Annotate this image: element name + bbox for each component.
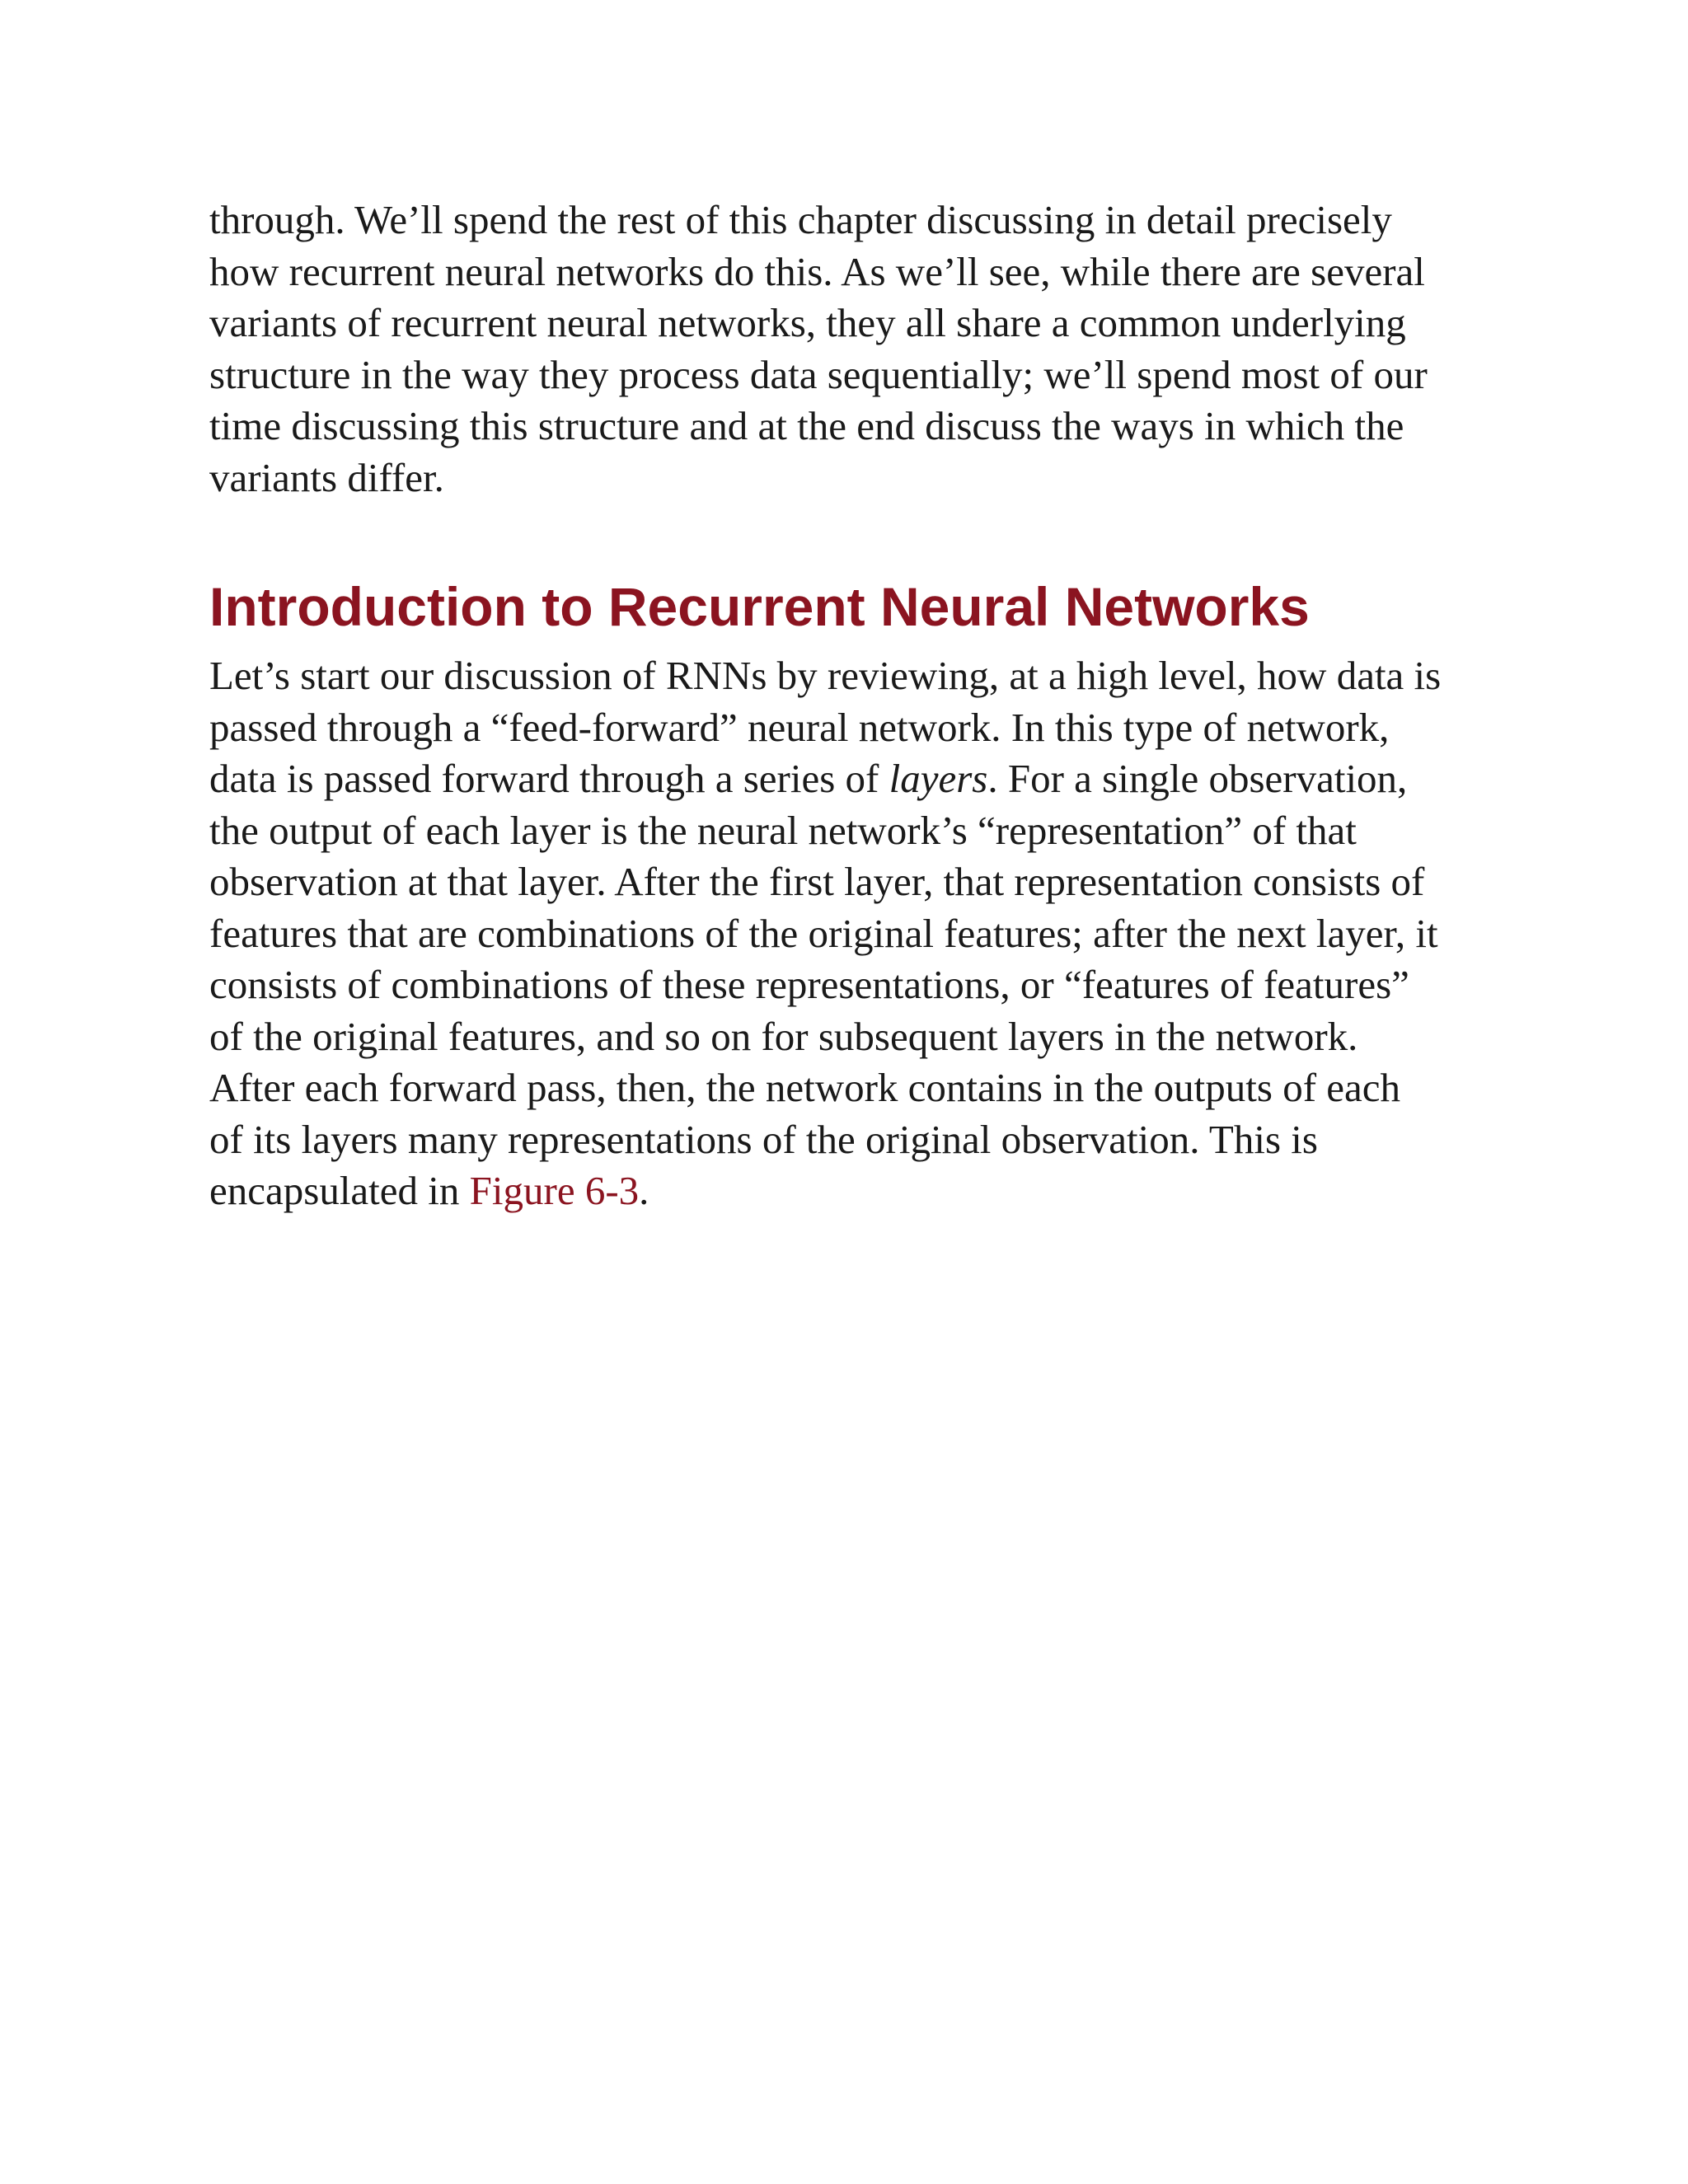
text-line: through. We’ll spend the rest of this chapter discussing in detail precisely: [209, 197, 1392, 242]
text-line: of its layers many representations of the original observation. This is: [209, 1116, 1318, 1162]
text-line: Let’s start our discussion of RNNs by reviewing, at a high level, how data is: [209, 653, 1442, 698]
text-line: variants of recurrent neural networks, they all share a common underlying: [209, 300, 1406, 345]
text-line: how recurrent neural networks do this. As we’ll see, while there are several: [209, 248, 1425, 294]
text-line: [209, 1165, 1495, 1217]
text-line: time discussing this structure and at the end discuss the ways in which the: [209, 403, 1404, 448]
section-heading: Introduction to Recurrent Neural Networks: [209, 576, 1310, 637]
text-line: [209, 753, 1495, 805]
text-segment: .: [639, 1168, 649, 1213]
text-line: the output of each layer is the neural network’s “representation” of that: [209, 807, 1357, 853]
text-line: variants differ.: [209, 454, 444, 500]
text-line: consists of combinations of these representations, or “features of features”: [209, 962, 1409, 1007]
text-line: After each forward pass, then, the network contains in the outputs of each: [209, 1065, 1401, 1110]
text-line: features that are combinations of the original features; after the next layer, it: [209, 910, 1438, 956]
page-content: [209, 194, 1495, 1217]
text-line: observation at that layer. After the first layer, that representation consists of: [209, 859, 1425, 904]
text-segment: . For a single observation,: [987, 756, 1408, 801]
text-line: of the original features, and so on for subsequent layers in the network.: [209, 1013, 1358, 1059]
text-line: structure in the way they process data sequentially; we’ll spend most of our: [209, 351, 1428, 397]
text-line: passed through a “feed-forward” neural network. In this type of network,: [209, 704, 1390, 750]
section-paragraph: [209, 650, 1495, 1217]
emphasis-layers: layers: [889, 756, 988, 801]
figure-6-3-link[interactable]: Figure 6-3: [469, 1168, 640, 1213]
text-segment: encapsulated in: [209, 1168, 470, 1213]
text-segment: data is passed forward through a series of: [209, 756, 889, 801]
intro-paragraph: [209, 194, 1495, 504]
